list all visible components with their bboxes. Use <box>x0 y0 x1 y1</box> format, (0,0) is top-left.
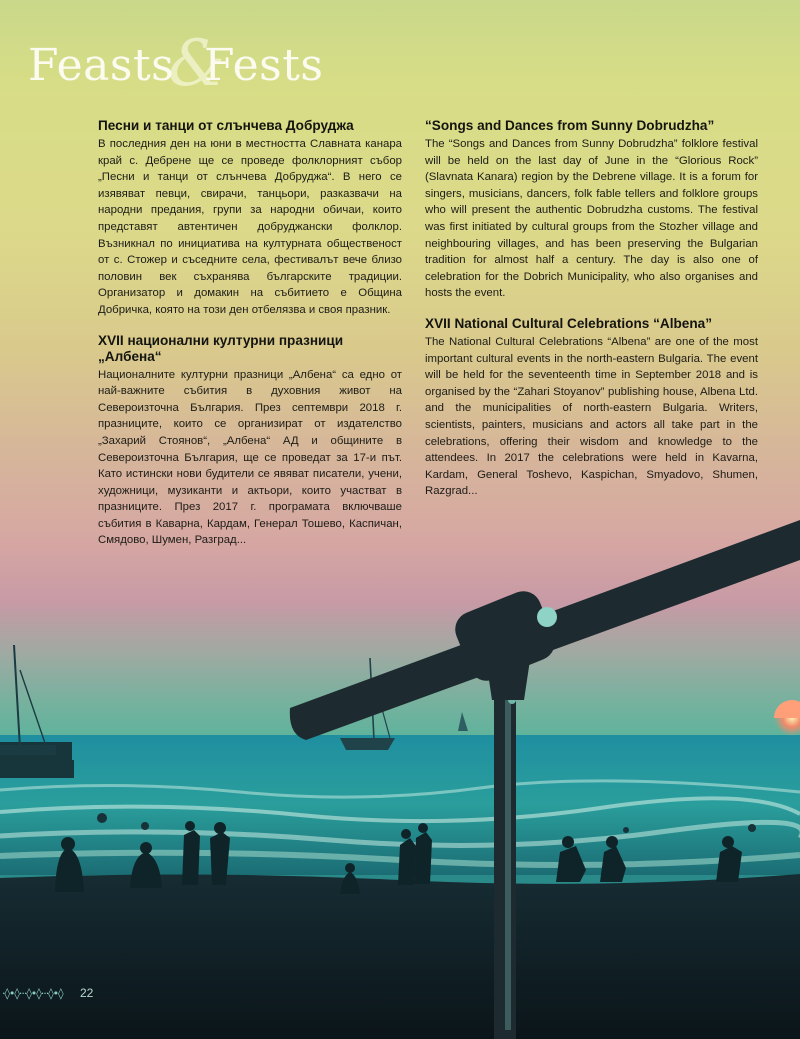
article-heading: XVII национални културни празници „Албена“ <box>98 332 344 364</box>
page-number: 22 <box>80 986 94 1000</box>
article-body: Националните културни празници „Албена“ са едно от най-важните събития в духовния живот на Североизточна България. През септември 2018 г. празниците, които се организират от издателство „Захарий Стоянов“, „Албена“ АД и общините в Североизточна България, ще се проведат за 17-и път. Като истински нови будители се явяват писатели, учени, художници, музиканти и актьори, които участват в празниците. През 2017 г. програмата включваше събития в Каварна, Кардам, Генерал Тошево, Каспичан, Смядово, Шумен, Разград... <box>98 368 402 547</box>
article-body: The “Songs and Dances from Sunny Dobrudzha” folklore festival will be held on the last day of June in the “Glorious Rock” (Slavnata Kanara) region by the Debrene village. It is a forum for singers, musicians, dancers, folk fable tellers and folklore groups who will present the authentic Dobrudzha customs. The festival was first initiated by cultural groups from the Stozher village and neighbouring villages, and has been preserving the Bulgarian tradition for almost half a century. The day is also one of celebration for the Dobrich Municipality, who also organises and hosts the event. <box>425 138 758 300</box>
article-body: В последния ден на юни в местността Славната канара край с. Дебрене ще се проведе фолклорният събор „Песни и танци от слънчева Добруджа“. В него се изявяват певци, свирачи, танцьори, разказвачи на народни предания, групи за народни обичаи, които представят автентичен добруджански фолклор. Възникнал по инициатива на културната общественост от с. Стожер и съседните села, фестивалът вече близо половин век съхранява българските традиции. Организатор и домакин на събитието е Община Добричка, която на този ден отбелязва и своя празник. <box>98 138 402 316</box>
article-body: The National Cultural Celebrations “Albena” are one of the most important cultural events in the north-eastern Bulgaria. The event will be held for the seventeenth time in September 2018 and is organised by the “Zahari Stoyanov” publishing house, Albena Ltd. and the municipalities of north-eastern Bulgaria. Writers, scientists, painters, musicians and actors all take part in the celebrations, offering their wisdom and knowledge to the attendees. In 2017 the celebrations were held in Kavarna, Kardam, General Toshevo, Kaspichan, Smyadovo, Shumen, Razgrad... <box>425 335 758 498</box>
article-heading: XVII National Cultural Celebrations “Albena” <box>425 315 713 331</box>
article-heading: “Songs and Dances from Sunny Dobrudzha” <box>425 118 715 133</box>
sailboat-distant <box>458 712 468 731</box>
bulgarian-column <box>98 118 402 549</box>
english-column <box>425 118 758 500</box>
beach-sand <box>0 874 800 1039</box>
masthead-ampersand: & <box>168 27 225 101</box>
page-footer <box>0 985 120 1005</box>
section-masthead <box>28 27 348 101</box>
decorative-ornament: ·◊•◊···◊•◊···◊•◊ <box>2 987 63 1000</box>
article-heading: Песни и танци от слънчева Добруджа <box>98 118 354 133</box>
masthead-word-feasts: Feasts <box>28 40 175 91</box>
masthead-word-fests: Fests <box>204 40 324 91</box>
